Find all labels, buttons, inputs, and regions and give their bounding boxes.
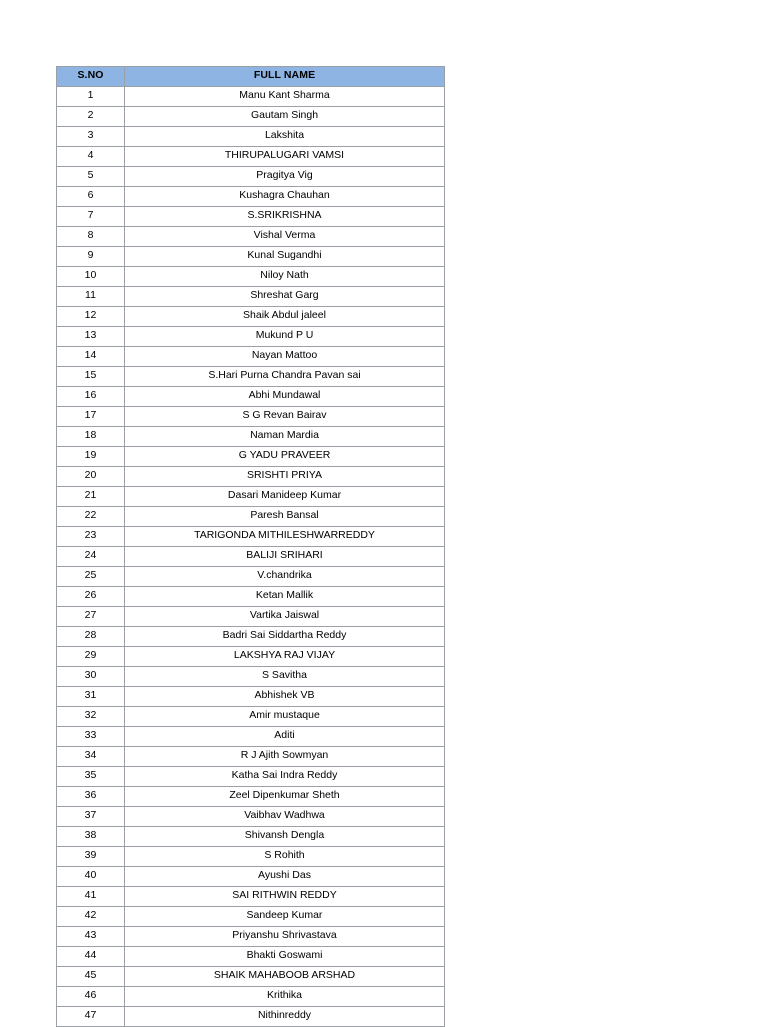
cell-full-name: S.SRIKRISHNA [125,207,445,227]
cell-sno: 36 [57,787,125,807]
cell-sno: 45 [57,967,125,987]
cell-sno: 3 [57,127,125,147]
cell-sno: 40 [57,867,125,887]
table-row [57,567,445,587]
cell-sno: 24 [57,547,125,567]
table-row [57,667,445,687]
table-row [57,747,445,767]
cell-sno: 10 [57,267,125,287]
cell-sno: 42 [57,907,125,927]
cell-full-name: S Rohith [125,847,445,867]
cell-full-name: V.chandrika [125,567,445,587]
cell-sno: 12 [57,307,125,327]
cell-full-name: BALIJI SRIHARI [125,547,445,567]
cell-full-name: Manu Kant Sharma [125,87,445,107]
cell-sno: 11 [57,287,125,307]
cell-full-name: S.Hari Purna Chandra Pavan sai [125,367,445,387]
table-row [57,987,445,1007]
cell-sno: 34 [57,747,125,767]
cell-sno: 1 [57,87,125,107]
cell-sno: 2 [57,107,125,127]
cell-sno: 44 [57,947,125,967]
cell-sno: 6 [57,187,125,207]
cell-sno: 8 [57,227,125,247]
cell-full-name: Abhishek VB [125,687,445,707]
cell-full-name: S Savitha [125,667,445,687]
cell-sno: 19 [57,447,125,467]
cell-full-name: Pragitya Vig [125,167,445,187]
table-row [57,287,445,307]
cell-full-name: Aditi [125,727,445,747]
table-row [57,927,445,947]
cell-sno: 47 [57,1007,125,1027]
cell-full-name: Dasari Manideep Kumar [125,487,445,507]
table-row [57,107,445,127]
table-row [57,867,445,887]
names-table [56,66,445,1027]
cell-full-name: LAKSHYA RAJ VIJAY [125,647,445,667]
cell-full-name: Niloy Nath [125,267,445,287]
cell-full-name: Badri Sai Siddartha Reddy [125,627,445,647]
table-row [57,547,445,567]
cell-sno: 41 [57,887,125,907]
cell-full-name: SHAIK MAHABOOB ARSHAD [125,967,445,987]
cell-sno: 46 [57,987,125,1007]
cell-full-name: THIRUPALUGARI VAMSI [125,147,445,167]
table-row [57,487,445,507]
table-row [57,147,445,167]
cell-full-name: Lakshita [125,127,445,147]
cell-sno: 5 [57,167,125,187]
cell-sno: 7 [57,207,125,227]
table-row [57,127,445,147]
cell-full-name: Kunal Sugandhi [125,247,445,267]
table-row [57,227,445,247]
cell-full-name: Sandeep Kumar [125,907,445,927]
cell-full-name: Paresh Bansal [125,507,445,527]
cell-full-name: Amir mustaque [125,707,445,727]
cell-full-name: Nithinreddy [125,1007,445,1027]
cell-full-name: G YADU PRAVEER [125,447,445,467]
cell-sno: 43 [57,927,125,947]
cell-full-name: Priyanshu Shrivastava [125,927,445,947]
cell-sno: 38 [57,827,125,847]
table-row [57,887,445,907]
cell-sno: 32 [57,707,125,727]
table-row [57,467,445,487]
cell-full-name: Vaibhav Wadhwa [125,807,445,827]
cell-full-name: R J Ajith Sowmyan [125,747,445,767]
cell-sno: 25 [57,567,125,587]
table-row [57,327,445,347]
cell-sno: 30 [57,667,125,687]
cell-full-name: Shreshat Garg [125,287,445,307]
table-row [57,347,445,367]
cell-sno: 23 [57,527,125,547]
table-row [57,807,445,827]
cell-full-name: Nayan Mattoo [125,347,445,367]
table-row [57,627,445,647]
cell-full-name: SRISHTI PRIYA [125,467,445,487]
table-row [57,527,445,547]
table-row [57,847,445,867]
cell-sno: 31 [57,687,125,707]
table-header [57,67,445,87]
table-row [57,787,445,807]
cell-full-name: Bhakti Goswami [125,947,445,967]
cell-sno: 33 [57,727,125,747]
cell-sno: 29 [57,647,125,667]
table-row [57,607,445,627]
cell-full-name: Katha Sai Indra Reddy [125,767,445,787]
cell-full-name: Shivansh Dengla [125,827,445,847]
table-row [57,767,445,787]
table-row [57,507,445,527]
cell-full-name: Kushagra Chauhan [125,187,445,207]
table-row [57,447,445,467]
table-row [57,907,445,927]
cell-full-name: SAI RITHWIN REDDY [125,887,445,907]
table-row [57,187,445,207]
cell-full-name: Zeel Dipenkumar Sheth [125,787,445,807]
cell-sno: 15 [57,367,125,387]
table-row [57,367,445,387]
table-header-row [57,67,445,87]
table-row [57,827,445,847]
table-row [57,727,445,747]
cell-full-name: Abhi Mundawal [125,387,445,407]
cell-sno: 14 [57,347,125,367]
cell-sno: 39 [57,847,125,867]
table-row [57,587,445,607]
table-body [57,87,445,1027]
cell-sno: 21 [57,487,125,507]
table-row [57,427,445,447]
cell-full-name: Ketan Mallik [125,587,445,607]
cell-sno: 18 [57,427,125,447]
table-row [57,167,445,187]
cell-sno: 28 [57,627,125,647]
cell-sno: 27 [57,607,125,627]
cell-sno: 4 [57,147,125,167]
table-row [57,407,445,427]
table-row [57,947,445,967]
table-row [57,87,445,107]
cell-sno: 17 [57,407,125,427]
cell-sno: 22 [57,507,125,527]
cell-full-name: TARIGONDA MITHILESHWARREDDY [125,527,445,547]
cell-full-name: Vartika Jaiswal [125,607,445,627]
table-row [57,647,445,667]
table-row [57,387,445,407]
cell-full-name: Naman Mardia [125,427,445,447]
table-row [57,267,445,287]
cell-full-name: Mukund P U [125,327,445,347]
cell-full-name: Vishal Verma [125,227,445,247]
cell-sno: 13 [57,327,125,347]
table-row [57,307,445,327]
cell-full-name: Gautam Singh [125,107,445,127]
table-row [57,687,445,707]
cell-sno: 20 [57,467,125,487]
table-row [57,707,445,727]
cell-full-name: Krithika [125,987,445,1007]
table-row [57,207,445,227]
cell-full-name: Shaik Abdul jaleel [125,307,445,327]
column-header-sno: S.NO [57,67,125,87]
cell-sno: 37 [57,807,125,827]
table-row [57,247,445,267]
cell-sno: 9 [57,247,125,267]
table-row [57,967,445,987]
cell-sno: 35 [57,767,125,787]
column-header-full-name: FULL NAME [125,67,445,87]
cell-sno: 16 [57,387,125,407]
cell-full-name: S G Revan Bairav [125,407,445,427]
cell-full-name: Ayushi Das [125,867,445,887]
cell-sno: 26 [57,587,125,607]
